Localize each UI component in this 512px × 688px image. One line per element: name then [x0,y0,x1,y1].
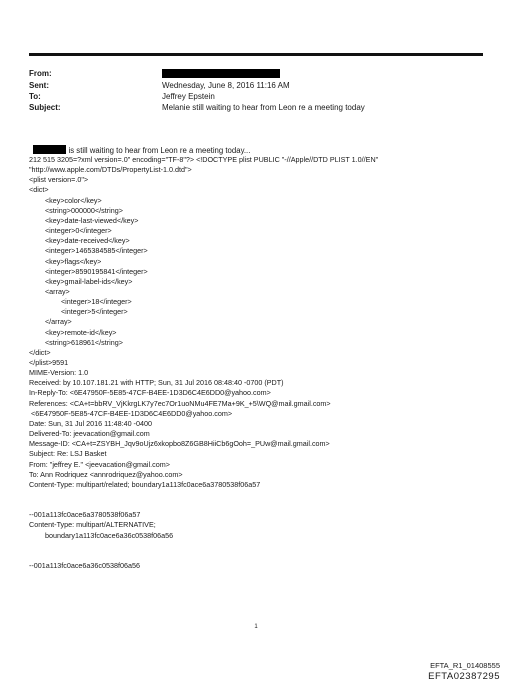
body-line: Received: by 10.107.181.21 with HTTP; Sun, 31 Jul 2016 08:48:40 -0700 (PDT) [29,378,284,388]
body-line: <key>date-last-viewed</key> [29,215,139,225]
body-line: <plist version=.0"> [29,175,89,185]
intro-line [29,135,250,156]
redaction-box [33,145,66,154]
body-line: <key>remote-id</key> [29,327,117,337]
body-line: <string>000000</string> [29,205,123,215]
from-label: From: [29,69,52,78]
redaction-box [162,69,280,78]
body-line: Message-ID: <CA+t=ZSYBH_Jqv9oUjz6xkopbo8Z6GB8HiiCb6gOoh=_PUw@mail.gmail.com> [29,439,330,449]
body-line: In-Reply-To: <6E47950F-5E85-47CF-B4EE-1D3D6C4E6DD0@yahoo.com> [29,388,271,398]
page-number: 1 [254,624,258,630]
body-line: </dict> [29,347,51,357]
body-line: <integer>18</integer> [29,297,132,307]
body-line: <array> [29,286,70,296]
bates-number-2: EFTA02387295 [428,671,500,682]
body-line: "http://www.apple.com/DTDs/PropertyList-1.0.dtd"> [29,165,192,175]
body-line: From: "jeffrey E." <jeevacation@gmail.com> [29,459,170,469]
body-line: 212 515 3205=?xml version=.0" encoding="TF-8"?> <!DOCTYPE plist PUBLIC "-//Apple//DTD PLIST 1.0//EN" [29,155,379,164]
body-line: <integer>8590195841</integer> [29,266,148,276]
intro-text: is still waiting to hear from Leon re a meeting today... [66,146,251,155]
body-line: <6E47950F-5E85-47CF-B4EE-1D3D6C4E6DD0@yahoo.com> [29,408,233,418]
body-line: <key>gmail-label-ids</key> [29,276,133,286]
body-line: <key>color</key> [29,195,102,205]
body-line: <string>618961</string> [29,337,123,347]
body-line: <integer>1465384585</integer> [29,246,148,256]
body-line: <integer>5</integer> [29,307,128,317]
body-line: Content-Type: multipart/related; boundary1a113fc0ace6a3780538f06a57 [29,479,261,489]
body-line: Date: Sun, 31 Jul 2016 11:48:40 -0400 [29,418,152,428]
body-line: Subject: Re: LSJ Basket [29,449,107,459]
from-value-redacted [162,68,280,80]
subject-value: Melanie still waiting to hear from Leon re a meeting today [162,103,365,112]
sent-value: Wednesday, June 8, 2016 11:16 AM [162,81,290,90]
body-line: MIME-Version: 1.0 [29,368,89,378]
body-line: </array> [29,317,72,327]
body-line: References: <CA+t=bbRV_VjKkrgLK7y7ec7Or1uoNMu4FE7Ma+9K_+5\WQ@mail.gmail.com> [29,398,331,408]
body-line: To: Ann Rodriquez <annrodriquez@yahoo.com> [29,469,183,479]
body-line: Delivered-To: jeevacation@gmail.com [29,429,150,439]
from-row [29,68,483,80]
body-line: <key>flags</key> [29,256,102,266]
body-line: </plist>9591 [29,358,69,367]
bates-number-1: EFTA_R1_01408555 [430,661,500,670]
body-line: <integer>0</integer> [29,226,112,236]
sent-label: Sent: [29,81,49,90]
body-line: --001a113fc0ace6a36c0538f06a56 [29,561,140,570]
body-line: --001a113fc0ace6a3780538f06a57 [29,510,141,520]
to-label: To: [29,92,41,101]
body-line: Content-Type: multipart/ALTERNATIVE; [29,520,156,530]
to-value: Jeffrey Epstein [162,92,215,101]
subject-row [29,102,483,114]
body-line: boundary1a113fc0ace6a36c0538f06a56 [29,530,174,540]
body-line: <key>date-received</key> [29,236,130,246]
body-line: <dict> [29,185,49,195]
subject-label: Subject: [29,103,61,112]
header-rule [29,53,483,56]
